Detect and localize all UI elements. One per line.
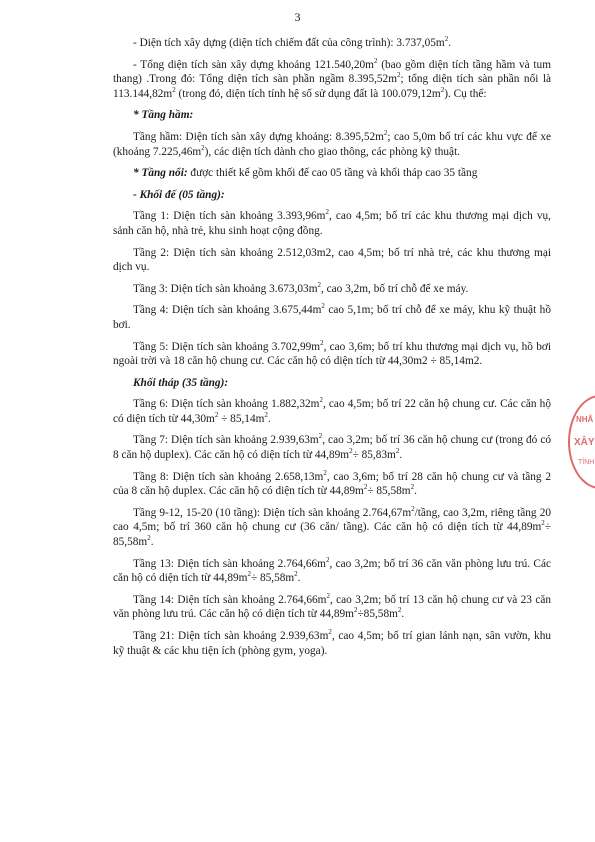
heading-tower: Khối tháp (35 tầng): bbox=[133, 376, 229, 389]
stamp-text-middle: XÂY bbox=[574, 437, 595, 448]
paragraph-floor-2: Tầng 2: Diện tích sàn khoảng 2.512,03m2, cao 4,5m; bố trí nhà trẻ, các khu thương mại dịch vụ. bbox=[113, 246, 551, 274]
seal-stamp bbox=[568, 395, 595, 489]
paragraph-floor-14: Tầng 14: Diện tích sàn khoảng $2.764,66m^2$, cao 3,2m; bố trí 13 căn hộ chung cư và 23 căn văn phòng lưu trú. Các căn hộ có diện tích từ $44,89m^2\div 85,58m^2$. bbox=[113, 592, 551, 621]
paragraph-total-floor-area: - Tổng diện tích sàn xây dựng khoảng $121.540,20m^2$ (bao gồm diện tích tầng hầm và tum thang) .Trong đó: Tổng diện tích sàn phần ngầm $8.395,52m^2$; tổng diện tích sàn phần nổi là $113.144,82m^2$ (trong đó, diện tích tính hệ số sử dụng đất là $100.079,12m^2$). Cụ thể: bbox=[113, 56, 551, 100]
paragraph-above-ground: * Tầng nổi: được thiết kế gồm khối đế cao 05 tầng và khối tháp cao 35 tầng bbox=[133, 167, 478, 180]
paragraph-basement: Tầng hầm: Diện tích sàn xây dựng khoảng: $8.395,52m^2$; cao 5,0m bố trí các khu vực để xe (khoảng $7.225,46m^2$), các diện tích dành cho giao thông, các phòng kỹ thuật. bbox=[113, 129, 552, 158]
document-body bbox=[113, 36, 551, 665]
stamp-text-top: NHÂ bbox=[576, 415, 594, 424]
paragraph-floor-3: Tầng 3: Diện tích sàn khoảng $3.673,03m^2$, cao 3,2m, bố trí chỗ để xe máy. bbox=[133, 280, 469, 295]
paragraph-floor-4: Tầng 4: Diện tích sàn khoảng $3.675,44m^2$ cao 5,1m; bố trí chỗ để xe máy, khu kỹ thuật hồ bơi. bbox=[113, 302, 551, 331]
paragraph-floor-8: Tầng 8: Diện tích sàn khoảng $2.658,13m^2$, cao 3,6m; bố trí 28 căn hộ chung cư và tầng 2 của 8 căn hộ duplex. Các căn hộ có diện tích từ $44,89m^2\div 85,58m^2$. bbox=[113, 468, 551, 498]
heading-podium: - Khối đế (05 tầng): bbox=[133, 188, 225, 201]
paragraph-floor-6: Tầng 6: Diện tích sàn khoảng $1.882,32m^2$, cao 4,5m; bố trí 22 căn hộ chung cư. Các căn hộ có diện tích từ $44,30m^2 \div 85,14m^2$. bbox=[113, 396, 551, 425]
paragraph-floor-21: Tầng 21: Diện tích sàn khoảng $2.939,63m^2$, cao 4,5m; bố trí gian lánh nạn, sân vườn, khu kỹ thuật & các khu tiện ích (phòng gym, yoga). bbox=[113, 628, 551, 657]
paragraph-building-footprint: - Diện tích xây dựng (diện tích chiếm đất của công trình): $3.737,05m^2$. bbox=[133, 35, 452, 49]
paragraph-floor-5: Tầng 5: Diện tích sàn khoảng $3.702,99m^2$, cao 3,6m; bố trí khu thương mại dịch vụ, hồ bơi ngoài trời và 18 căn hộ chung cư. Các căn hộ có diện tích từ 44,30m2 ÷ 85,14m2. bbox=[113, 338, 551, 368]
paragraph-floor-7: Tầng 7: Diện tích sàn khoảng $2.939,63m^2$, cao 3,2m; bố trí 36 căn hộ chung cư (trong đó có 8 căn hộ duplex). Các căn hộ có diện tích từ $44,89m^2\div 85,83m^2$. bbox=[113, 432, 551, 462]
page-number: 3 bbox=[294, 10, 301, 24]
stamp-text-bottom: TỈNH bbox=[578, 459, 595, 466]
heading-basement: * Tầng hầm: bbox=[133, 109, 194, 122]
paragraph-floors-9-20: Tầng 9-12, 15-20 (10 tầng): Diện tích sàn khoảng $2.764,67m^2$/tầng, cao 3,2m, riêng tầng 20 cao 4,5m; bố trí 360 căn hộ chung cư (36 căn/ tầng). Các căn hộ có diện tích từ $44,89m^2\div 85,58m^2$. bbox=[113, 505, 551, 549]
paragraph-floor-13: Tầng 13: Diện tích sàn khoảng $2.764,66m^2$, cao 3,2m; bố trí 36 căn văn phòng lưu trú. Các căn hộ có diện tích từ $44,89m^2\div 85,58m^2$. bbox=[113, 555, 551, 585]
paragraph-floor-1: Tầng 1: Diện tích sàn khoảng $3.393,96m^2$, cao 4,5m; bố trí các khu thương mại dịch vụ, sảnh căn hộ, nhà trẻ, khu sinh hoạt cộng đồng. bbox=[113, 208, 551, 237]
